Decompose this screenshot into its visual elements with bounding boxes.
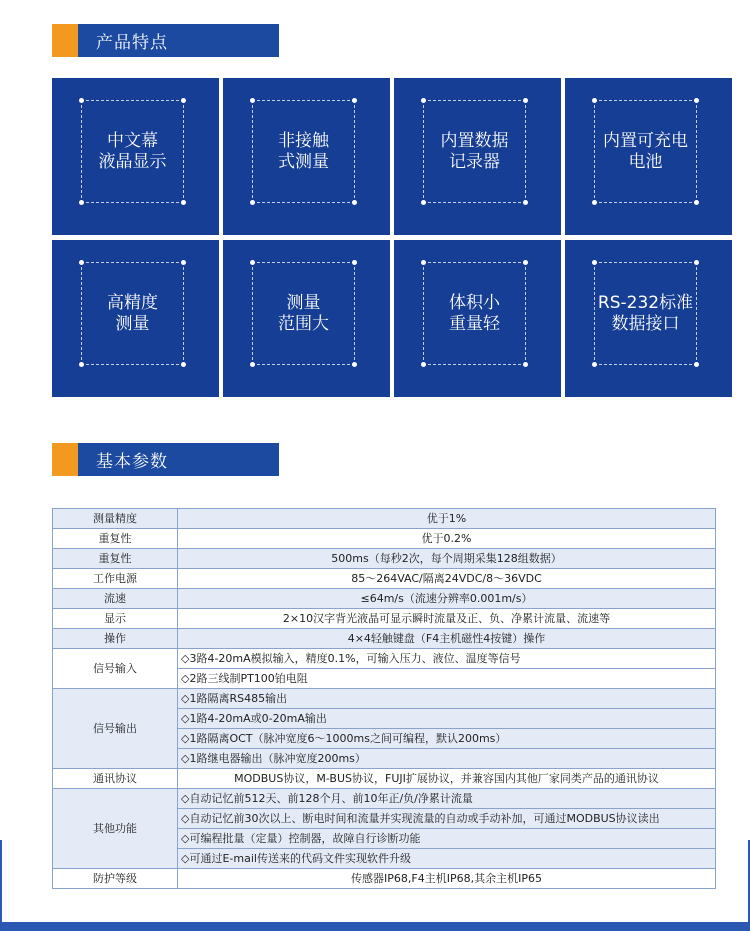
spec-value: 4×4轻触键盘（F4主机磁性4按键）操作 [178, 629, 716, 649]
feature-label: 测量 范围大 [278, 292, 329, 334]
section-title-features: 产品特点 [96, 33, 168, 53]
spec-key: 信号输入 [53, 649, 178, 689]
feature-grid [52, 78, 733, 398]
feature-label: 内置数据 记录器 [440, 130, 509, 172]
spec-value: 传感器IP68,F4主机IP68,其余主机IP65 [178, 869, 716, 889]
table-row [53, 869, 716, 889]
spec-key: 工作电源 [53, 569, 178, 589]
spec-value: ◇1路继电器输出（脉冲宽度200ms） [178, 749, 716, 769]
table-row [53, 569, 716, 589]
spec-value: ◇可通过E-mail传送来的代码文件实现软件升级 [178, 849, 716, 869]
feature-label: RS-232标准 数据接口 [597, 292, 694, 334]
feature-label: 非接触 式测量 [278, 130, 329, 172]
spec-key: 信号输出 [53, 689, 178, 769]
spec-value: ◇1路隔离RS485输出 [178, 689, 716, 709]
spec-value: 优于0.2% [178, 529, 716, 549]
table-row [53, 649, 716, 669]
decorative-side-line [0, 840, 2, 922]
spec-value: 优于1% [178, 509, 716, 529]
table-row [53, 789, 716, 809]
spec-table [52, 508, 716, 889]
feature-tile [223, 240, 390, 397]
spec-key: 通讯协议 [53, 769, 178, 789]
table-row [53, 609, 716, 629]
spec-value: ◇3路4-20mA模拟输入，精度0.1%，可输入压力、液位、温度等信号 [178, 649, 716, 669]
table-row [53, 589, 716, 609]
spec-key: 重复性 [53, 529, 178, 549]
section-header-params [52, 443, 279, 476]
feature-tile [52, 78, 219, 235]
table-row [53, 769, 716, 789]
spec-value: 2×10汉字背光液晶可显示瞬时流量及正、负、净累计流量、流速等 [178, 609, 716, 629]
feature-tile [394, 78, 561, 235]
table-row [53, 529, 716, 549]
table-row [53, 689, 716, 709]
spec-value: 500ms（每秒2次，每个周期采集128组数据） [178, 549, 716, 569]
spec-value: ◇2路三线制PT100铂电阻 [178, 669, 716, 689]
table-row [53, 549, 716, 569]
section-title-params: 基本参数 [96, 452, 168, 472]
feature-tile [565, 78, 732, 235]
spec-value: MODBUS协议，M-BUS协议，FUJI扩展协议，并兼容国内其他厂家同类产品的通讯协议 [178, 769, 716, 789]
spec-key: 显示 [53, 609, 178, 629]
spec-key: 测量精度 [53, 509, 178, 529]
table-row [53, 509, 716, 529]
spec-value: 85～264VAC/隔离24VDC/8～36VDC [178, 569, 716, 589]
spec-key: 流速 [53, 589, 178, 609]
spec-value: ◇1路4-20mA或0-20mA输出 [178, 709, 716, 729]
spec-value: ◇自动记忆前512天、前128个月、前10年正/负/净累计流量 [178, 789, 716, 809]
feature-tile [52, 240, 219, 397]
spec-key: 重复性 [53, 549, 178, 569]
feature-tile [223, 78, 390, 235]
spec-value: ≤64m/s（流速分辨率0.001m/s） [178, 589, 716, 609]
table-row [53, 629, 716, 649]
header-accent [52, 24, 78, 57]
feature-tile [394, 240, 561, 397]
section-header-features [52, 24, 279, 57]
feature-tile [565, 240, 732, 397]
bottom-bar [0, 922, 750, 931]
feature-label: 内置可充电 电池 [603, 130, 688, 172]
feature-label: 体积小 重量轻 [449, 292, 500, 334]
feature-label: 高精度 测量 [107, 292, 158, 334]
feature-label: 中文幕 液晶显示 [98, 130, 167, 172]
spec-key: 防护等级 [53, 869, 178, 889]
spec-value: ◇自动记忆前30次以上、断电时间和流量并实现流量的自动或手动补加，可通过MODBUS协议读出 [178, 809, 716, 829]
spec-key: 操作 [53, 629, 178, 649]
spec-value: ◇1路隔离OCT（脉冲宽度6～1000ms之间可编程，默认200ms） [178, 729, 716, 749]
spec-key: 其他功能 [53, 789, 178, 869]
header-accent [52, 443, 78, 476]
spec-value: ◇可编程批量（定量）控制器，故障自行诊断功能 [178, 829, 716, 849]
